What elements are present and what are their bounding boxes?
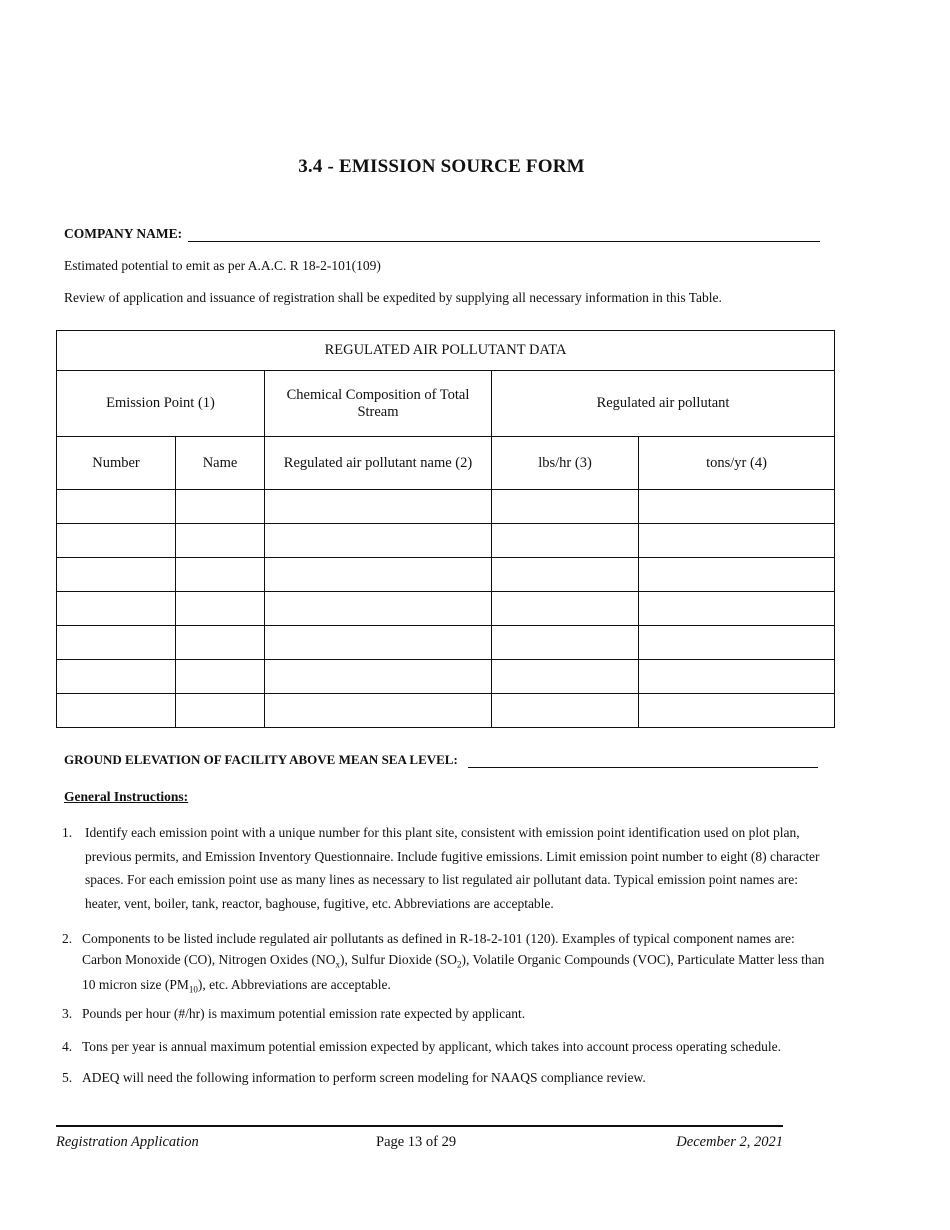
instruction-text: Identify each emission point with a unique number for this plant site, consistent with emission point identification used on plot plan, previous permits, and Emission Inventory Questionnaire. Include fugitive emissions. Limit emission point number to eight (8) character spaces. For each emission point use as many lines as necessary to list regulated air pollutant data. Typical emission point names are: heater, vent, boiler, tank, reactor, baghouse, fugitive, etc. Abbreviations are acceptable. <box>85 825 820 911</box>
group-header-regulated-pollutant: Regulated air pollutant <box>492 371 835 437</box>
table-cell[interactable] <box>492 626 639 660</box>
instruction-item <box>62 1070 832 1086</box>
table-cell[interactable] <box>176 592 265 626</box>
general-instructions-title: General Instructions: <box>64 789 189 804</box>
group-header-chemical-composition: Chemical Composition of Total Stream <box>265 371 492 437</box>
ground-elevation-field[interactable] <box>468 754 818 768</box>
table-cell[interactable] <box>265 558 492 592</box>
instruction-item <box>62 1006 832 1022</box>
table-cell[interactable] <box>265 490 492 524</box>
table-cell[interactable] <box>265 626 492 660</box>
ground-elevation-row <box>64 752 818 768</box>
footer-document-name: Registration Application <box>56 1134 199 1150</box>
instruction-item <box>62 1039 832 1055</box>
company-name-field[interactable] <box>188 227 820 242</box>
table-cell[interactable] <box>57 694 176 728</box>
instruction-number: 3. <box>62 1006 73 1021</box>
table-cell[interactable] <box>492 592 639 626</box>
table-cell[interactable] <box>57 592 176 626</box>
review-text: Review of application and issuance of registration shall be expedited by supplying all necessary information in this Table. <box>64 290 722 305</box>
table-cell[interactable] <box>639 660 835 694</box>
instruction-number: 5. <box>62 1070 73 1085</box>
instruction-number: 2. <box>62 931 73 946</box>
table-cell[interactable] <box>176 694 265 728</box>
table-cell[interactable] <box>57 660 176 694</box>
column-header-tons-yr: tons/yr (4) <box>639 437 835 490</box>
table-cell[interactable] <box>639 694 835 728</box>
table-cell[interactable] <box>176 490 265 524</box>
form-title: 3.4 - EMISSION SOURCE FORM <box>298 156 585 177</box>
table-cell[interactable] <box>639 558 835 592</box>
column-header-name: Name <box>176 437 265 490</box>
table-cell[interactable] <box>639 592 835 626</box>
table-cell[interactable] <box>176 660 265 694</box>
table-cell[interactable] <box>639 490 835 524</box>
table-cell[interactable] <box>639 626 835 660</box>
company-name-label: COMPANY NAME: <box>64 226 183 241</box>
column-header-number: Number <box>57 437 176 490</box>
footer-date: December 2, 2021 <box>676 1134 783 1150</box>
table-title: REGULATED AIR POLLUTANT DATA <box>57 331 835 371</box>
table-cell[interactable] <box>265 694 492 728</box>
table-cell[interactable] <box>492 558 639 592</box>
table-row <box>57 660 835 694</box>
table-cell[interactable] <box>492 694 639 728</box>
instruction-number: 1. <box>62 825 73 840</box>
instruction-item <box>62 929 832 1000</box>
group-header-emission-point: Emission Point (1) <box>57 371 265 437</box>
instruction-item <box>62 821 832 915</box>
footer-page-number: Page 13 of 29 <box>376 1134 457 1150</box>
column-header-lbs-hr: lbs/hr (3) <box>492 437 639 490</box>
table-cell[interactable] <box>492 524 639 558</box>
table-cell[interactable] <box>639 524 835 558</box>
table-row <box>57 558 835 592</box>
instruction-text: ADEQ will need the following information to perform screen modeling for NAAQS compliance review. <box>82 1070 646 1085</box>
table-cell[interactable] <box>492 490 639 524</box>
table-cell[interactable] <box>57 558 176 592</box>
pollutant-data-table <box>56 330 835 728</box>
table-cell[interactable] <box>265 524 492 558</box>
table-row <box>57 524 835 558</box>
table-row <box>57 592 835 626</box>
footer-rule <box>56 1125 783 1127</box>
table-cell[interactable] <box>57 626 176 660</box>
table-cell[interactable] <box>57 490 176 524</box>
column-header-pollutant-name: Regulated air pollutant name (2) <box>265 437 492 490</box>
table-row <box>57 626 835 660</box>
table-cell[interactable] <box>176 524 265 558</box>
company-name-row <box>64 226 820 242</box>
table-cell[interactable] <box>265 660 492 694</box>
page-footer <box>56 1134 783 1154</box>
instruction-text: Pounds per hour (#/hr) is maximum potential emission rate expected by applicant. <box>82 1006 526 1021</box>
table-cell[interactable] <box>265 592 492 626</box>
instruction-text: Tons per year is annual maximum potential emission expected by applicant, which takes into account process operating schedule. <box>82 1039 781 1054</box>
instruction-number: 4. <box>62 1039 73 1054</box>
instruction-text: Components to be listed include regulated air pollutants as defined in R-18-2-101 (120). Examples of typical component names are: Carbon Monoxide (CO), Nitrogen Oxides $(NO_x)$, Sulfur Dioxide $(SO_2)$, Volatile Organic Compounds (VOC), Particulate Matter less than 10 micron size $(PM_{10})$, etc. Abbreviations are acceptable. <box>82 931 825 995</box>
table-cell[interactable] <box>492 660 639 694</box>
table-cell[interactable] <box>176 626 265 660</box>
estimated-potential-text: Estimated potential to emit as per A.A.C. R 18-2-101(109) <box>64 258 381 273</box>
ground-elevation-label: GROUND ELEVATION OF FACILITY ABOVE MEAN SEA LEVEL: <box>64 752 458 767</box>
table-cell[interactable] <box>176 558 265 592</box>
table-row <box>57 694 835 728</box>
table-cell[interactable] <box>57 524 176 558</box>
table-row <box>57 490 835 524</box>
